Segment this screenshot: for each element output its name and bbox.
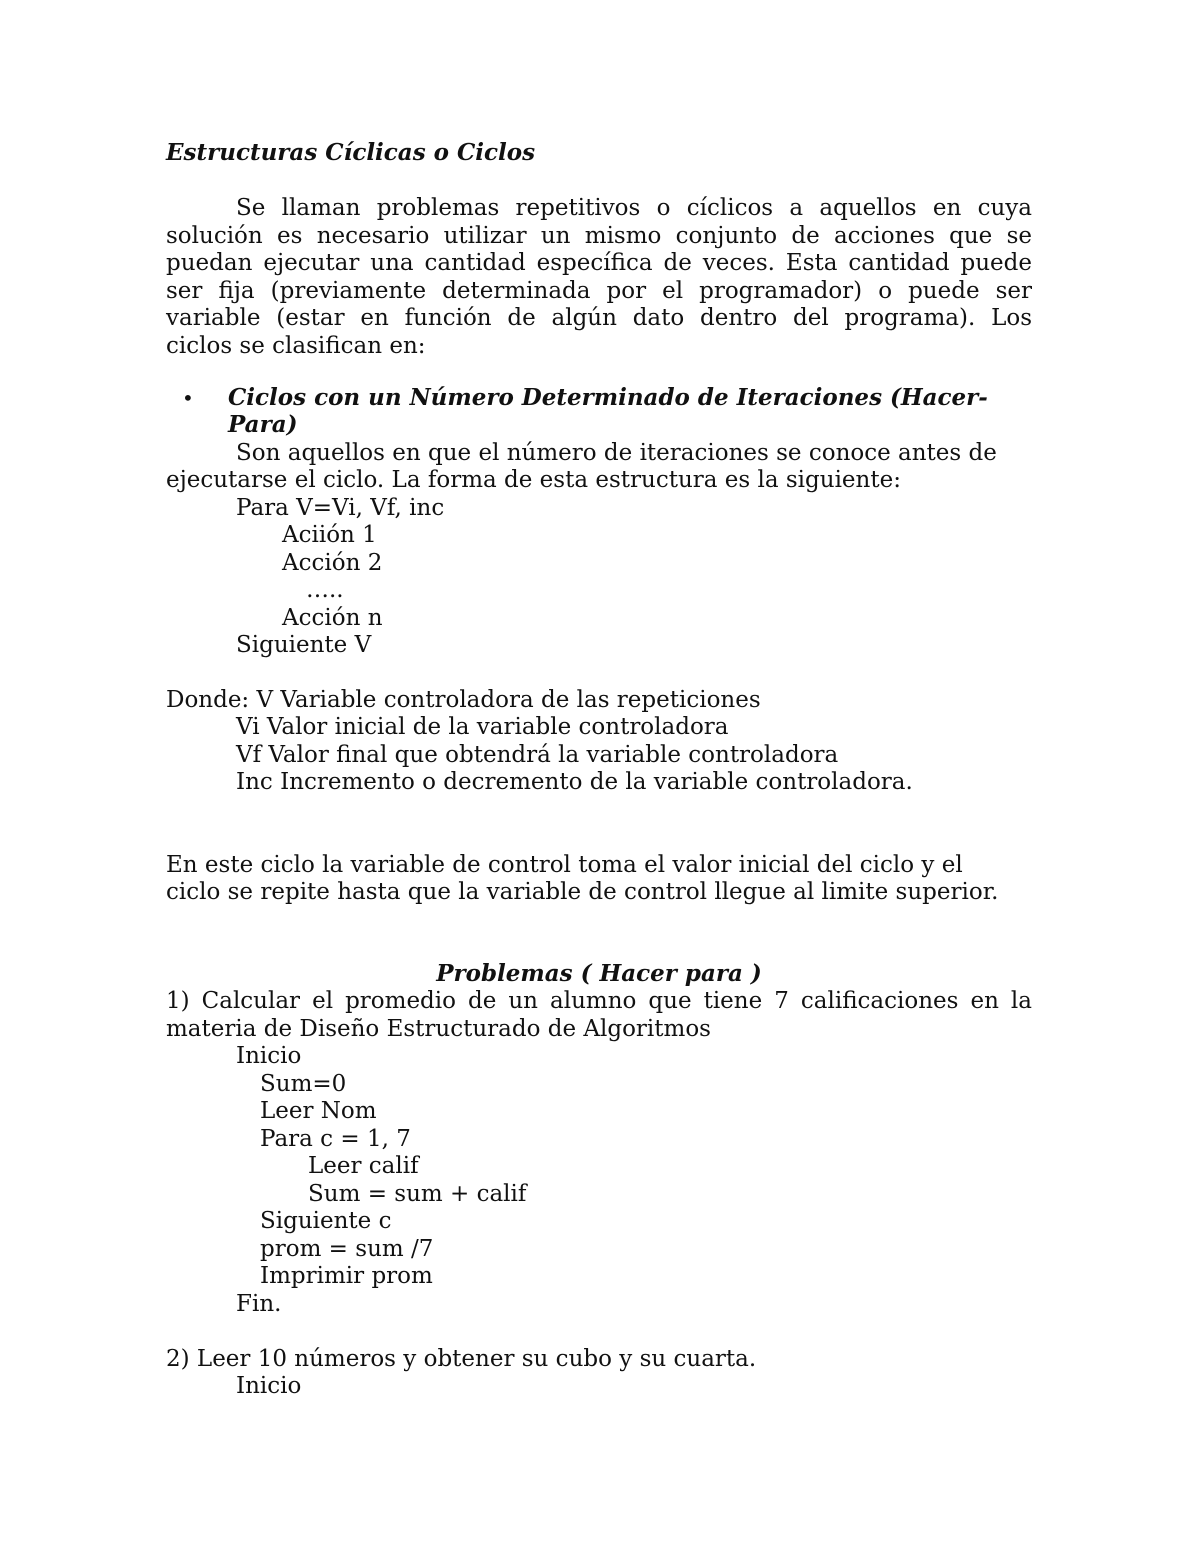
problem2-statement: 2) Leer 10 números y obtener su cubo y su cuarta. <box>166 1346 757 1372</box>
problems-heading: Problemas ( Hacer para ) <box>436 960 762 987</box>
problem1-code-line-8: prom = sum /7 <box>260 1236 434 1262</box>
problem1-code-line-9: Imprimir prom <box>260 1263 433 1289</box>
definition-line-2: Vi Valor inicial de la variable controladora <box>236 714 729 740</box>
bullet-icon: • <box>182 386 194 410</box>
intro-line-3: puedan ejecutar una cantidad específica de veces. Esta cantidad puede <box>166 250 1032 276</box>
problem1-code-line-1: Inicio <box>236 1043 302 1069</box>
problem1-code-line-3: Leer Nom <box>260 1098 377 1124</box>
section-heading-line-1: Ciclos con un Número Determinado de Iteraciones (Hacer- <box>228 384 988 411</box>
problem1-code-line-7: Siguiente c <box>260 1208 392 1234</box>
problem1-statement-line-2: materia de Diseño Estructurado de Algoritmos <box>166 1016 711 1042</box>
explanation-line-2: ciclo se repite hasta que la variable de control llegue al limite superior. <box>166 879 999 905</box>
description-line-1: Son aquellos en que el número de iteraciones se conoce antes de <box>236 440 997 466</box>
problem1-code-line-2: Sum=0 <box>260 1071 347 1097</box>
structure-line-5: Acción n <box>282 605 383 631</box>
problem1-statement-line-1: 1) Calcular el promedio de un alumno que tiene 7 calificaciones en la <box>166 988 1032 1014</box>
structure-line-6: Siguiente V <box>236 632 372 658</box>
intro-line-1: Se llaman problemas repetitivos o cíclicos a aquellos en cuya <box>236 195 1032 221</box>
section-heading-line-2: Para) <box>228 411 298 438</box>
problem1-code-line-5: Leer calif <box>308 1153 419 1179</box>
intro-line-6: ciclos se clasifican en: <box>166 333 426 359</box>
structure-line-1: Para V=Vi, Vf, inc <box>236 495 445 521</box>
problem1-code-line-6: Sum = sum + calif <box>308 1181 527 1207</box>
definition-line-1: Donde: V Variable controladora de las repeticiones <box>166 687 761 713</box>
description-line-2: ejecutarse el ciclo. La forma de esta estructura es la siguiente: <box>166 467 901 493</box>
problem1-code-line-4: Para c = 1, 7 <box>260 1126 411 1152</box>
definition-line-4: Inc Incremento o decremento de la variable controladora. <box>236 769 913 795</box>
structure-line-2: Aciión 1 <box>282 522 377 548</box>
structure-line-4: ….. <box>306 577 344 603</box>
explanation-line-1: En este ciclo la variable de control toma el valor inicial del ciclo y el <box>166 852 963 878</box>
document-title: Estructuras Cíclicas o Ciclos <box>166 139 536 166</box>
intro-line-5: variable (estar en función de algún dato dentro del programa). Los <box>166 305 1032 331</box>
problem2-code-line-1: Inicio <box>236 1373 302 1399</box>
intro-line-2: solución es necesario utilizar un mismo conjunto de acciones que se <box>166 223 1032 249</box>
problem1-code-line-10: Fin. <box>236 1291 282 1317</box>
structure-line-3: Acción 2 <box>282 550 383 576</box>
intro-line-4: ser fija (previamente determinada por el programador) o puede ser <box>166 278 1032 304</box>
definition-line-3: Vf Valor final que obtendrá la variable controladora <box>236 742 839 768</box>
